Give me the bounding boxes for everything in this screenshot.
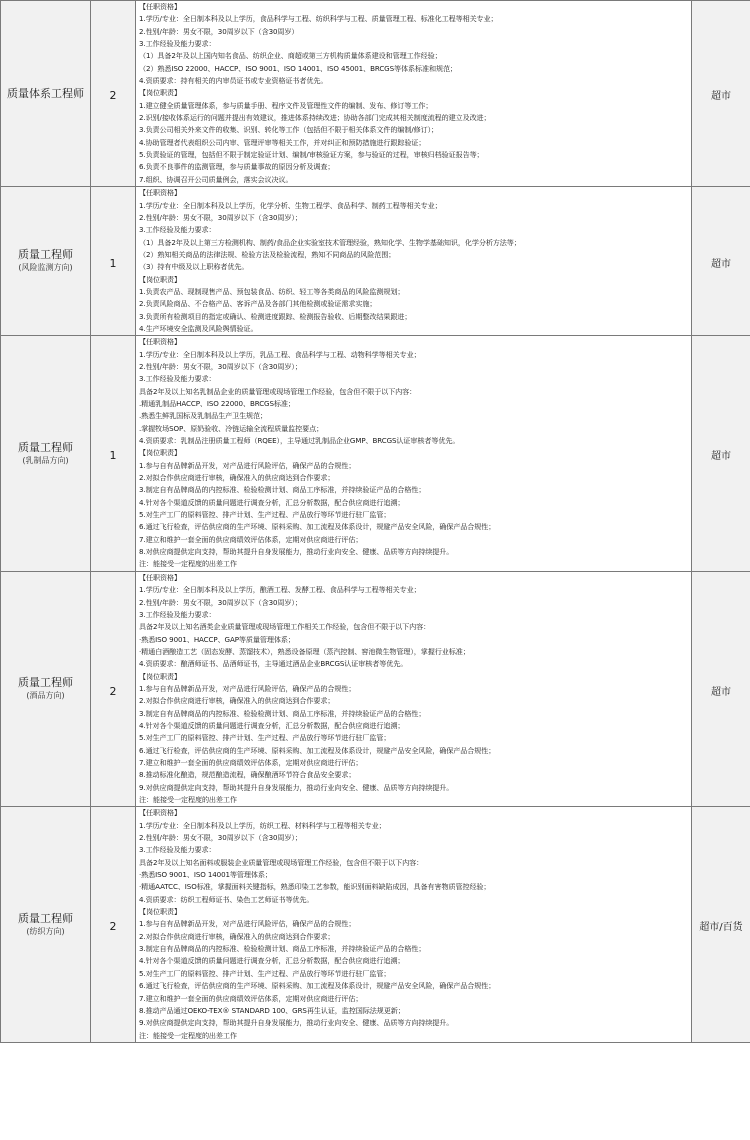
description-line: 1.建立健全质量管理体系，参与质量手册、程序文件及管理性文件的编制、发布、修订等工作； xyxy=(139,100,433,110)
description-line: 2.性别/年龄：男女不限，30周岁以下（含30周岁）； xyxy=(139,212,302,222)
job-row xyxy=(1,336,750,572)
job-description-cell xyxy=(136,187,692,336)
description-line: 7.建立和维护一套全面的供应商绩效评估体系，定期对供应商进行评估； xyxy=(139,993,363,1003)
job-description-cell xyxy=(136,807,692,1043)
description-line: 5.对生产工厂的原料管控、排产计划、生产过程、产品放行等环节进行驻厂监管； xyxy=(139,968,391,978)
job-title-cell xyxy=(1,1,91,187)
description-line: 4.资质要求：纺织工程师证书、染色工艺师证书等优先。 xyxy=(139,894,314,904)
description-line: 2.性别/年龄：男女不限，30周岁以下（含30周岁） xyxy=(139,26,299,36)
headcount-cell xyxy=(91,187,136,336)
headcount: 1 xyxy=(109,256,117,270)
description-line: 4.资质要求：酿酒师证书、品酒师证书，主导通过酒品企业BRCGS认证审核者等优先。 xyxy=(139,659,408,669)
description-line: 3.制定自有品牌商品的内控标准、检验检测计划、商品工序标准，并持续验证产品的合格性； xyxy=(139,485,426,495)
description-line: 2.对拟合作供应商进行审核，确保准入的供应商达到合作要求； xyxy=(139,696,335,706)
section-heading: 【任职资格】 xyxy=(139,337,181,347)
description-line: 7.建立和维护一套全面的供应商绩效评估体系，定期对供应商进行评估； xyxy=(139,534,363,544)
description-line: 注：能接受一定程度的出差工作 xyxy=(139,559,237,569)
description-line: 2.性别/年龄：男女不限，30周岁以下（含30周岁）； xyxy=(139,833,302,843)
description-line: 3.负责所有检测项目的指定或确认、检测进度跟踪、检测报告验收、后期整改结果跟进； xyxy=(139,311,412,321)
section-heading: 【岗位职责】 xyxy=(139,274,181,284)
headcount-cell xyxy=(91,571,136,807)
description-line: 具备2年及以上知名乳制品企业的质量管理或现场管理工作经验，包含但不限于以下内容： xyxy=(139,386,417,396)
description-line: 1.负责农产品、现制现售产品、预包装食品、纺织、轻工等各类商品的风险监测规划； xyxy=(139,286,405,296)
section-heading: 【任职资格】 xyxy=(139,808,181,818)
description-line: 7.组织、协调召开公司质量例会，落实会议决议。 xyxy=(139,174,293,184)
job-subtitle: (酒品方向) xyxy=(26,691,65,701)
description-line: 4.协助管理者代表组织公司内审、管理评审等相关工作，并对纠正和预防措施进行跟踪验证； xyxy=(139,137,426,147)
job-title-cell xyxy=(1,571,91,807)
job-subtitle: (纺织方向) xyxy=(26,926,65,936)
job-description-cell xyxy=(136,571,692,807)
job-title-cell xyxy=(1,187,91,336)
description-line: 7.建立和维护一套全面的供应商绩效评估体系，定期对供应商进行评估； xyxy=(139,757,363,767)
description-line: （1）具备2年及以上第三方检测机构、制药/食品企业实验室技术管理经验，熟知化学、生物学基础知识，化学分析方法等； xyxy=(139,237,521,247)
section-heading: 【岗位职责】 xyxy=(139,448,181,458)
description-line: 1.学历/专业：全日制本科及以上学历，酿酒工程、发酵工程、食品科学与工程等相关专业； xyxy=(139,585,421,595)
job-title-cell xyxy=(1,336,91,572)
work-location-cell xyxy=(692,336,750,572)
description-line: 3.工作经验及能力要求： xyxy=(139,39,216,49)
work-location-cell xyxy=(692,187,750,336)
headcount: 2 xyxy=(109,89,117,103)
description-line: 1.参与自有品牌新品开发，对产品进行风险评估，确保产品的合规性； xyxy=(139,683,356,693)
headcount-cell xyxy=(91,336,136,572)
work-location: 超市 xyxy=(711,258,731,270)
work-location: 超市 xyxy=(711,91,731,103)
job-row xyxy=(1,187,750,336)
job-row xyxy=(1,1,750,187)
description-line: 5.负责验证的管理，包括但不限于制定验证计划、编制/审核验证方案，参与验证的过程，审核归档验证报告等； xyxy=(139,150,484,160)
description-line: 3.制定自有品牌商品的内控标准、检验检测计划、商品工序标准，并持续验证产品的合格性； xyxy=(139,944,426,954)
section-heading: 【岗位职责】 xyxy=(139,671,181,681)
section-heading: 【任职资格】 xyxy=(139,188,181,198)
headcount: 2 xyxy=(109,920,117,934)
description-line: 3.工作经验及能力要求： xyxy=(139,609,216,619)
job-title: 质量工程师 xyxy=(18,676,73,690)
job-title-cell xyxy=(1,807,91,1043)
description-line: 4.资质要求：持有相关的内审员证书或专业资格证书者优先。 xyxy=(139,76,328,86)
description-line: （2）熟知相关商品的法律法规、检验方法及检验流程，熟知不同商品的风险范围； xyxy=(139,249,396,259)
description-line: ·精通AATCC、ISO标准，掌握面料关键指标，熟悉印染工艺参数，能识别面料缺陷成因，具备有害物质管控经验； xyxy=(139,882,491,892)
description-line: 注：能接受一定程度的出差工作 xyxy=(139,795,237,804)
description-line: 2.识别/接收体系运行的问题并提出有效建议，推进体系持续改进；协助各部门完成其相关制度流程的建立及改进； xyxy=(139,113,491,123)
description-line: 8.推动标准化酿造，规范酿造流程，确保酿酒环节符合食品安全要求； xyxy=(139,770,356,780)
description-line: 具备2年及以上知名酒类企业质量管理或现场管理工作相关工作经验，包含但不限于以下内容： xyxy=(139,622,431,632)
description-line: 4.资质要求：乳制品注册质量工程师（RQEE），主导通过乳制品企业GMP、BRCGS认证审核者等优先。 xyxy=(139,436,460,446)
description-line: （3）持有中级及以上职称者优先。 xyxy=(139,262,249,272)
job-subtitle: (乳制品方向) xyxy=(22,455,69,465)
description-line: 具备2年及以上知名面料或服装企业质量管理或现场管理工作经验，包含但不限于以下内容： xyxy=(139,857,424,867)
headcount-cell xyxy=(91,807,136,1043)
job-description-cell xyxy=(136,336,692,572)
description-line: 2.负责风险商品、不合格产品、客诉产品及各部门其他检测或验证需求实施； xyxy=(139,299,377,309)
section-heading: 【岗位职责】 xyxy=(139,88,181,98)
job-title: 质量工程师 xyxy=(18,248,73,262)
description-line: 1.学历/专业：全日制本科及以上学历，化学分析、生物工程学、食品科学、制药工程等相关专业； xyxy=(139,200,442,210)
description-line: 3.制定自有品牌商品的内控标准、检验检测计划、商品工序标准，并持续验证产品的合格性； xyxy=(139,708,426,718)
description-line: 4.针对各个渠道反馈的质量问题进行调查分析，汇总分析数据，配合供应商进行追溯； xyxy=(139,497,405,507)
description-line: 6.负责不良事件的监测管理，参与质量事故的原因分析及调查； xyxy=(139,162,335,172)
work-location-cell xyxy=(692,571,750,807)
job-title: 质量体系工程师 xyxy=(7,86,84,100)
description-line: 1.参与自有品牌新品开发，对产品进行风险评估，确保产品的合规性； xyxy=(139,460,356,470)
work-location-cell xyxy=(692,807,750,1043)
description-line: 2.对拟合作供应商进行审核，确保准入的供应商达到合作要求； xyxy=(139,473,335,483)
description-line: 5.对生产工厂的原料管控、排产计划、生产过程、产品放行等环节进行驻厂监管； xyxy=(139,510,391,520)
description-line: ·熟悉ISO 9001、HACCP、GAP等质量管理体系； xyxy=(139,634,295,644)
description-line: 8.对供应商提供定向支持，帮助其提升自身发展能力，推动行业向安全、健康、品质等方向持续提升。 xyxy=(139,547,454,557)
description-line: ·熟悉ISO 9001、ISO 14001等管理体系； xyxy=(139,870,272,880)
work-location: 超市 xyxy=(711,686,731,698)
job-title: 质量工程师 xyxy=(18,911,73,925)
description-line: 1.学历/专业：全日制本科及以上学历，食品科学与工程、纺织科学与工程、质量管理工程、标准化工程等相关专业； xyxy=(139,14,498,24)
description-line: 6.通过飞行检查，评估供应商的生产环境、原料采购、加工流程及体系设计，规避产品安全风险，确保产品合规性； xyxy=(139,745,496,755)
section-heading: 【任职资格】 xyxy=(139,2,181,11)
job-subtitle: (风险监测方向) xyxy=(18,263,73,273)
description-line: 5.对生产工厂的原料管控、排产计划、生产过程、产品放行等环节进行驻厂监管； xyxy=(139,733,391,743)
description-line: 3.工作经验及能力要求： xyxy=(139,845,216,855)
description-line: 4.针对各个渠道反馈的质量问题进行调查分析，汇总分析数据，配合供应商进行追溯； xyxy=(139,956,405,966)
work-location: 超市/百货 xyxy=(699,922,743,934)
description-line: 1.学历/专业：全日制本科及以上学历，乳品工程、食品科学与工程、动物科学等相关专业； xyxy=(139,349,421,359)
description-line: 2.性别/年龄：男女不限，30周岁以下（含30周岁）； xyxy=(139,597,302,607)
description-line: 注：能接受一定程度的出差工作 xyxy=(139,1030,237,1040)
description-line: 2.对拟合作供应商进行审核，确保准入的供应商达到合作要求； xyxy=(139,931,335,941)
description-line: 9.对供应商提供定向支持，帮助其提升自身发展能力，推动行业向安全、健康、品质等方向持续提升。 xyxy=(139,782,454,792)
description-line: （1）具备2年及以上国内知名食品、纺织企业、商超或第三方机构质量体系建设和管理工作经验； xyxy=(139,51,442,61)
description-line: 8.推动产品通过OEKO-TEX® STANDARD 100、GRS再生认证，监控国际法规更新； xyxy=(139,1005,405,1015)
description-line: ·精通白酒酿造工艺（固态发酵、蒸馏技术），熟悉设备原理（蒸汽控制、窖池微生物管理），掌握行业标准； xyxy=(139,646,470,656)
headcount: 2 xyxy=(109,684,117,698)
description-line: .精通乳制品HACCP、ISO 22000、BRCGS标准； xyxy=(139,399,295,408)
headcount-cell xyxy=(91,1,136,187)
description-line: 6.通过飞行检查，评估供应商的生产环境、原料采购、加工流程及体系设计，规避产品安全风险，确保产品合规性； xyxy=(139,981,496,991)
description-line: 6.通过飞行检查，评估供应商的生产环境、原料采购、加工流程及体系设计，规避产品安全风险，确保产品合规性； xyxy=(139,522,496,532)
description-line: 3.负责公司相关外来文件的收集、识别、转化等工作（包括但不限于相关体系文件的编制/修订）； xyxy=(139,125,439,135)
description-line: 3.工作经验及能力要求： xyxy=(139,374,216,384)
description-line: 9.对供应商提供定向支持，帮助其提升自身发展能力，推动行业向安全、健康、品质等方向持续提升。 xyxy=(139,1018,454,1028)
description-line: 1.参与自有品牌新品开发，对产品进行风险评估，确保产品的合规性； xyxy=(139,919,356,929)
job-row xyxy=(1,571,750,807)
description-line: .熟悉生鲜乳国标及乳制品生产卫生规范； xyxy=(139,411,268,421)
job-rows xyxy=(1,1,750,1043)
description-line: 1.学历/专业：全日制本科及以上学历，纺织工程、材料科学与工程等相关专业； xyxy=(139,820,386,830)
description-line: .掌握牧场SOP、原奶验收、冷链运输全流程质量监控要点； xyxy=(139,423,324,433)
job-title: 质量工程师 xyxy=(18,440,73,454)
headcount: 1 xyxy=(109,449,117,463)
job-description-cell xyxy=(136,1,692,187)
description-line: 2.性别/年龄：男女不限，30周岁以下（含30周岁）； xyxy=(139,361,302,371)
work-location: 超市 xyxy=(711,451,731,463)
description-line: 4.生产环境安全监测及风险舆情验证。 xyxy=(139,323,258,333)
description-line: （2）熟悉ISO 22000、HACCP、ISO 9001、ISO 14001、ISO 45001、BRCGS等体系标准和规范； xyxy=(139,63,457,73)
section-heading: 【岗位职责】 xyxy=(139,907,181,917)
section-heading: 【任职资格】 xyxy=(139,572,181,582)
work-location-cell xyxy=(692,1,750,187)
description-line: 3.工作经验及能力要求： xyxy=(139,225,216,235)
description-line: 4.针对各个渠道反馈的质量问题进行调查分析，汇总分析数据，配合供应商进行追溯； xyxy=(139,720,405,730)
job-row xyxy=(1,807,750,1043)
